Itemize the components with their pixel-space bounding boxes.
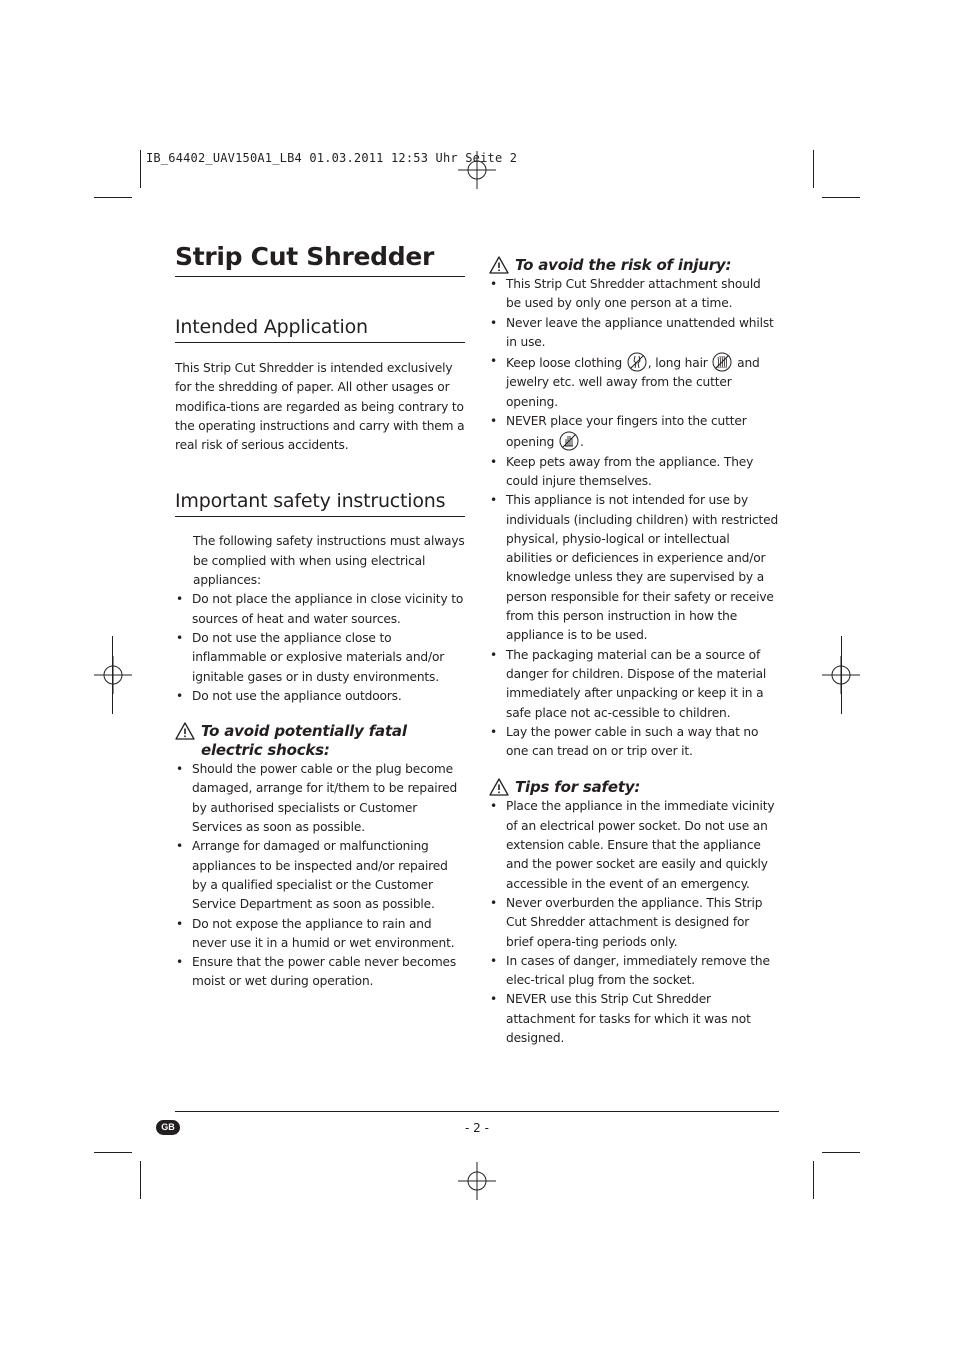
list-item: • Do not expose the appliance to rain and never use it in a humid or wet environment. xyxy=(175,915,465,954)
list-item: • Should the power cable or the plug become damaged, arrange for it/them to be repaired by authorised specialists or Customer Services as soon as possible. xyxy=(175,760,465,837)
list-item: • Place the appliance in the immediate vicinity of an electrical power socket. Do not use an extension cable. Ensure that the appliance and the power socket are easily and quickly accessible in the event of an emergency. xyxy=(489,797,779,893)
list-item-text: , long hair xyxy=(647,356,708,371)
page-number: - 2 - xyxy=(465,1121,489,1135)
left-column xyxy=(175,240,465,992)
right-column xyxy=(489,256,779,1048)
crop-mark xyxy=(813,1161,814,1199)
registration-mark-icon xyxy=(94,656,132,694)
injury-heading: To avoid the risk of injury: xyxy=(515,256,732,274)
crop-mark xyxy=(813,150,814,188)
crop-mark xyxy=(140,1161,141,1199)
injury-list xyxy=(489,275,779,761)
list-item: • Keep pets away from the appliance. They could injure themselves. xyxy=(489,453,779,492)
no-long-hair-icon xyxy=(712,352,732,372)
list-item: • Do not place the appliance in close vicinity to sources of heat and water sources. xyxy=(175,590,465,629)
crop-mark xyxy=(822,1152,860,1153)
list-item: • Never leave the appliance unattended whilst in use. xyxy=(489,314,779,353)
list-item-text: Keep loose clothing xyxy=(506,356,623,371)
list-item xyxy=(489,352,779,412)
no-loose-clothing-icon xyxy=(627,352,647,372)
list-item-text: NEVER place your fingers into the cutter opening xyxy=(506,414,747,450)
no-fingers-icon xyxy=(559,431,579,451)
list-item-text: . xyxy=(579,435,584,450)
crop-mark xyxy=(94,197,132,198)
warning-triangle-icon xyxy=(489,778,509,796)
list-item: • Arrange for damaged or malfunctioning appliances to be inspected and/or repaired by a qualified specialist or the Customer Service Department as soon as possible. xyxy=(175,837,465,914)
list-item: • Do not use the appliance outdoors. xyxy=(175,687,465,706)
list-item: • NEVER use this Strip Cut Shredder attachment for tasks for which it was not designed. xyxy=(489,990,779,1048)
tips-subheading xyxy=(489,778,779,797)
intended-application-heading: Intended Application xyxy=(175,315,465,343)
electric-shock-list xyxy=(175,760,465,992)
print-slug: IB_64402_UAV150A1_LB4 01.03.2011 12:53 Uhr Seite 2 xyxy=(146,151,518,165)
safety-heading: Important safety instructions xyxy=(175,489,465,517)
tips-heading: Tips for safety: xyxy=(515,778,641,797)
intended-application-text: This Strip Cut Shredder is intended exclusively for the shredding of paper. All other usages or modifica-tions are regarded as being contrary to the operating instructions and carry with them a real risk of serious accidents. xyxy=(175,361,465,453)
tips-list xyxy=(489,797,779,1048)
list-item: • Lay the power cable in such a way that no one can tread on or trip over it. xyxy=(489,723,779,762)
crop-mark xyxy=(140,150,141,188)
page-title: Strip Cut Shredder xyxy=(175,240,465,277)
warning-triangle-icon xyxy=(175,722,195,740)
registration-mark-icon xyxy=(458,151,496,189)
footer-rule xyxy=(175,1111,779,1112)
crop-mark xyxy=(841,636,842,714)
list-item: • Never overburden the appliance. This Strip Cut Shredder attachment is designed for brief opera-ting periods only. xyxy=(489,894,779,952)
warning-triangle-icon xyxy=(489,256,509,274)
electric-shock-subheading xyxy=(175,722,465,760)
list-item: • In cases of danger, immediately remove the elec-trical plug from the socket. xyxy=(489,952,779,991)
list-item xyxy=(489,412,779,453)
language-badge: GB xyxy=(156,1120,180,1135)
injury-subheading xyxy=(489,256,779,275)
crop-mark xyxy=(822,197,860,198)
list-item: • Ensure that the power cable never becomes moist or wet during operation. xyxy=(175,953,465,992)
list-item: • This appliance is not intended for use by individuals (including children) with restricted physical, physio-logical or intellectual abilities or deficiences in experience and/or knowledge unless they are supervised by a person responsible for their safety or receive from this person instruction in how the appliance is to be used. xyxy=(489,491,779,645)
safety-intro: The following safety instructions must always be complied with when using electrical appliances: xyxy=(193,534,465,588)
list-item: • Do not use the appliance close to inflammable or explosive materials and/or ignitable gases or in dusty environments. xyxy=(175,629,465,687)
registration-mark-icon xyxy=(458,1162,496,1200)
crop-mark xyxy=(94,1152,132,1153)
list-item: • This Strip Cut Shredder attachment should be used by only one person at a time. xyxy=(489,275,779,314)
electric-shock-heading: To avoid potentially fatal electric shocks: xyxy=(201,722,407,760)
list-item-text: and jewelry etc. well away from the cutter opening. xyxy=(506,356,760,409)
safety-list xyxy=(175,590,465,706)
crop-mark xyxy=(112,636,113,714)
list-item: • The packaging material can be a source of danger for children. Dispose of the material immediately after unpacking or keep it in a safe place not ac-cessible to children. xyxy=(489,646,779,723)
